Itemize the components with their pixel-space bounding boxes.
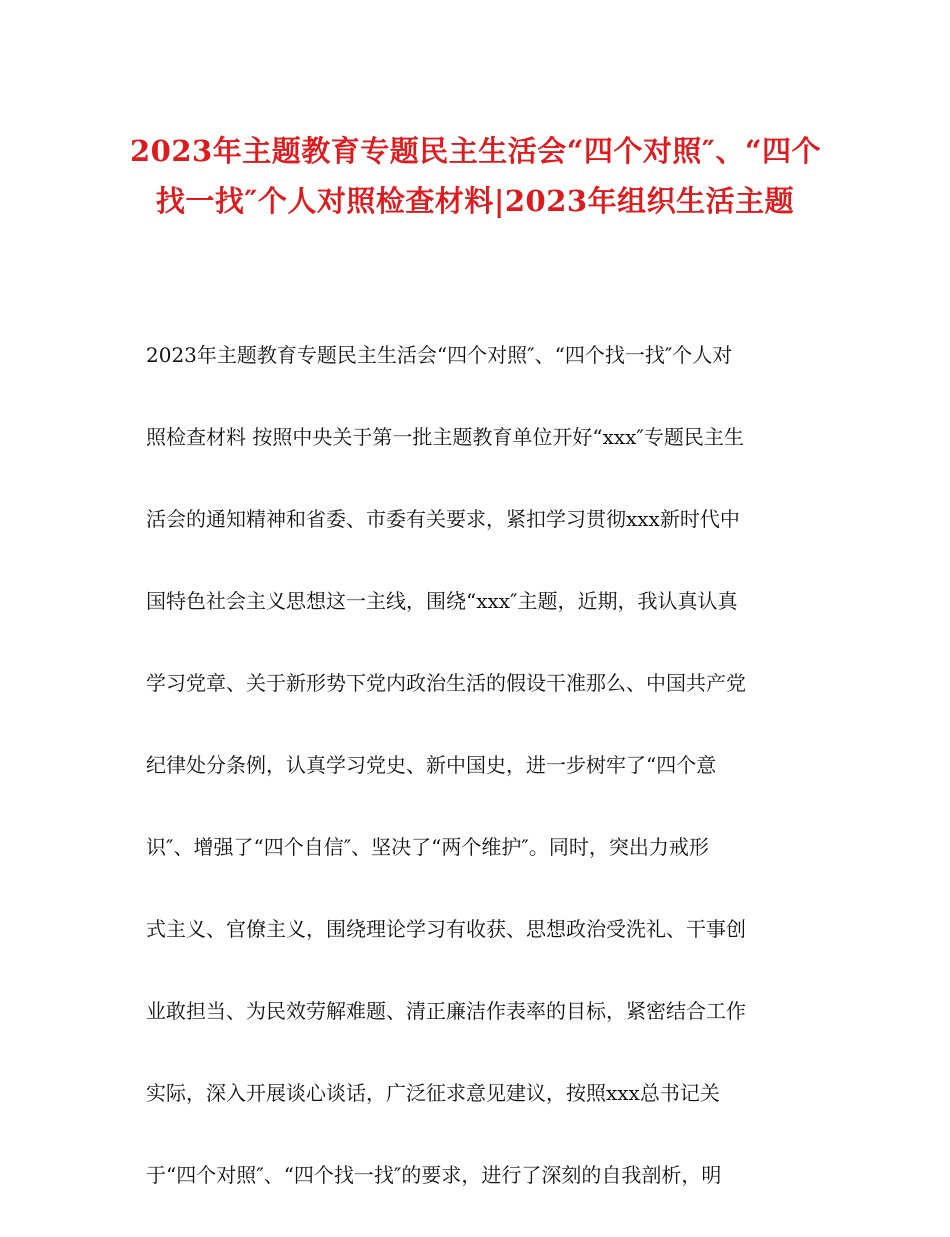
document-body — [146, 335, 816, 1237]
body-line-2: 照检查材料 按照中央关于第一批主题教育单位开好“xxx″专题民主生 — [146, 425, 744, 449]
body-line-9: 业敢担当、为民效劳解难题、清正廉洁作表率的目标，紧密结合工作 — [146, 999, 746, 1023]
body-line-4: 国特色社会主义思想这一主线，围绕“xxx″主题，近期，我认真认真 — [146, 589, 738, 613]
body-line-6: 纪律处分条例，认真学习党史、新中国史，进一步树牢了“四个意 — [146, 753, 717, 777]
body-line-10: 实际，深入开展谈心谈话，广泛征求意见建议，按照xxx总书记关 — [146, 1081, 720, 1105]
body-line-5: 学习党章、关于新形势下党内政治生活的假设干准那么、中国共产党 — [146, 671, 746, 695]
body-line-8: 式主义、官僚主义，围绕理论学习有收获、思想政治受洗礼、干事创 — [146, 917, 746, 941]
body-line-1: 2023年主题教育专题民主生活会“四个对照″、“四个找一找″个人对 — [146, 343, 733, 367]
title-line-2: 找一找″个人对照检查材料|2023年组织生活主题 — [155, 184, 795, 218]
body-line-3: 活会的通知精神和省委、市委有关要求，紧扣学习贯彻xxx新时代中 — [146, 507, 740, 531]
body-line-11: 于“四个对照″、“四个找一找″的要求，进行了深刻的自我剖析，明 — [146, 1163, 722, 1187]
title-line-1: 2023年主题教育专题民主生活会“四个对照″、“四个 — [130, 134, 822, 168]
body-line-7: 识″、增强了“四个自信″、坚决了“两个维护″。同时，突出力戒形 — [146, 835, 709, 859]
document-title — [130, 126, 820, 226]
